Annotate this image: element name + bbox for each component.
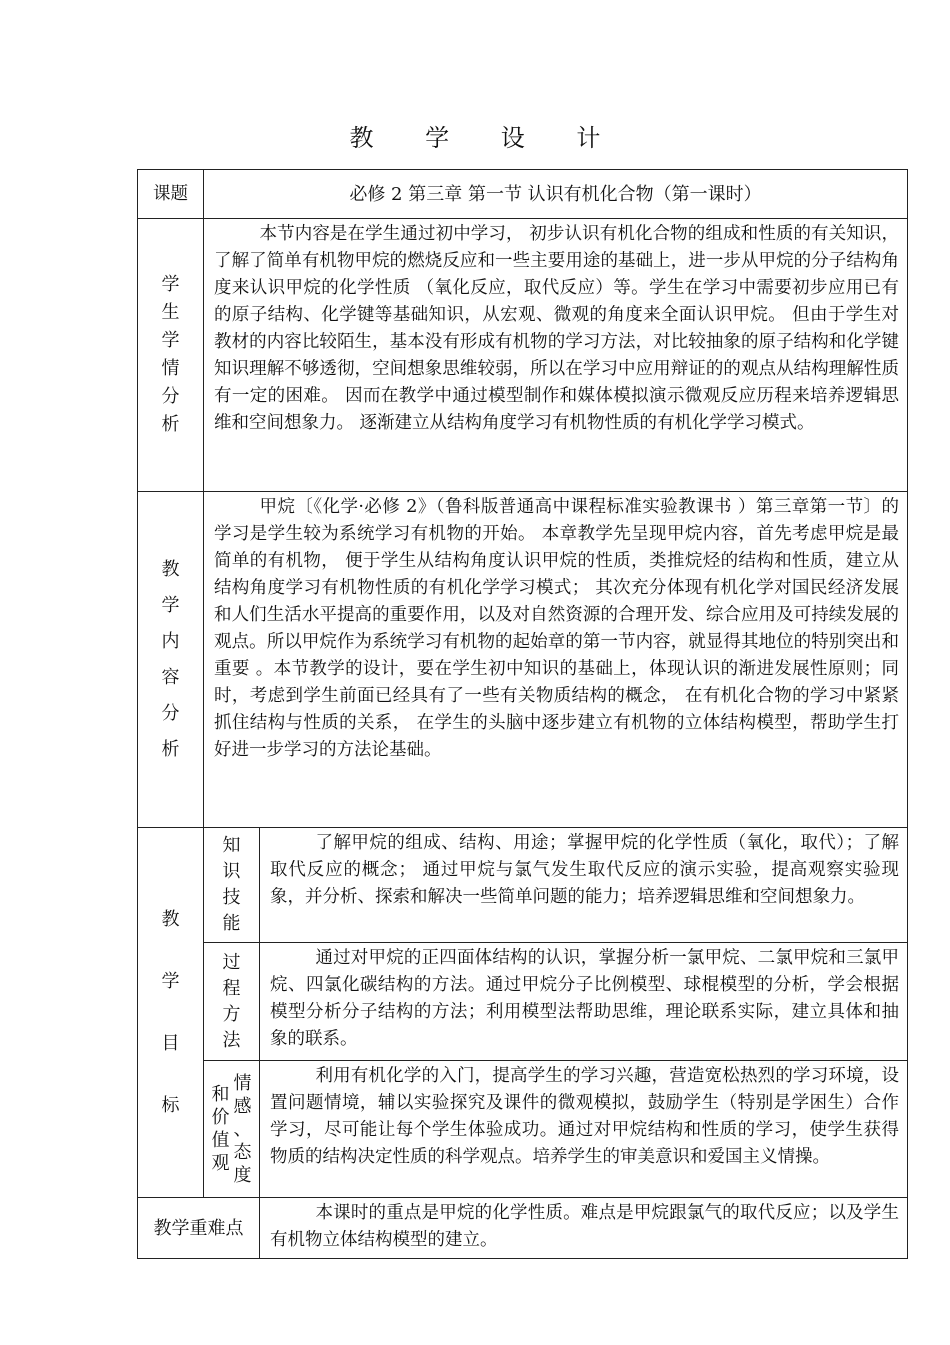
content-analysis-row: [138, 492, 908, 828]
knowledge-skill-label-char: 识: [222, 861, 241, 882]
process-method-label-char: 程: [222, 977, 241, 999]
student-analysis-row: [138, 219, 908, 492]
document-title: 教 学 设 计: [349, 124, 623, 152]
knowledge-skill-text: 了解甲烷的组成、结构、用途；掌握甲烷的化学性质（氧化，取代）；了解取代反应的概念； 通过甲烷与氯气发生取代反应的演示实验，提高观察实验现象，并分析、探索和解决一些简单问题的能力；培养逻辑思维和空间想象力。: [260, 828, 908, 943]
emotion-attitude-text: 利用有机化学的入门，提高学生的学习兴趣，营造宽松热烈的学习环境，设置问题情境，辅以实验探究及课件的微观模拟，鼓励学生（特别是学困生）合作学习，尽可能让每个学生体验成功。通过对甲烷结构和性质的学习，使学生获得物质的结构决定性质的科学观点。培养学生的审美意识和爱国主义情操。: [260, 1061, 908, 1198]
values-label-char: 观: [211, 1153, 230, 1174]
lesson-plan-table: [137, 169, 908, 1259]
objectives-label-char: 教: [161, 908, 180, 930]
content-analysis-label-char: 教: [161, 558, 180, 580]
knowledge-skill-label: [204, 828, 260, 943]
content-analysis-label-char: 学: [161, 594, 180, 616]
key-points-label: 教学重难点: [138, 1198, 260, 1259]
content-analysis-text: 甲烷〔《化学·必修 2》（鲁科版普通高中课程标准实验教课书 ）第三章第一节〕的学习是学生较为系统学习有机物的开始。 本章教学先呈现甲烷内容，首先考虑甲烷是最简单的有机物， 便于学生从结构角度认识甲烷的性质，类推烷烃的结构和性质，建立从结构角度学习有机物性质的有机化学学习模式； 其次充分体现有机化学对国民经济发展和人们生活水平提高的重要作用，以及对自然资源的合理开发、综合应用及可持续发展的观点。所以甲烷作为系统学习有机物的起始章的第一节内容，就显得其地位的特别突出和重要 。本节教学的设计，要在学生初中知识的基础上，体现认识的渐进发展性原则；同时，考虑到学生前面已经具有了一些有关物质结构的概念， 在有机化合物的学习中紧紧抓住结构与性质的关系， 在学生的头脑中逐步建立有机物的立体结构模型，帮助学生打好进一步学习的方法论基础。: [204, 492, 908, 828]
objectives-label-char: 标: [161, 1094, 180, 1116]
process-method-label-char: 方: [222, 1003, 241, 1025]
student-analysis-label-char: 分: [161, 386, 180, 407]
content-analysis-label-char: 内: [161, 630, 180, 652]
process-method-text: 通过对甲烷的正四面体结构的认识，掌握分析一氯甲烷、二氯甲烷和三氯甲烷、四氯化碳结构的方法。通过甲烷分子比例模型、球棍模型的分析，学会根据模型分析分子结构的方法；利用模型法帮助思维，理论联系实际，建立具体和抽象的联系。: [260, 943, 908, 1061]
objective-knowledge-row: [138, 828, 908, 943]
knowledge-skill-label-char: 能: [222, 913, 241, 934]
key-points-text: 本课时的重点是甲烷的化学性质。难点是甲烷跟氯气的取代反应；以及学生有机物立体结构模型的建立。: [260, 1198, 908, 1259]
emotion-attitude-label-char: 态: [233, 1141, 252, 1163]
student-analysis-label-char: 析: [161, 414, 180, 435]
values-label-char: 价: [211, 1107, 230, 1128]
objectives-label-char: 学: [161, 970, 180, 992]
objectives-label-char: 目: [161, 1032, 180, 1054]
values-label-char: 和: [211, 1084, 230, 1105]
student-analysis-text: 本节内容是在学生通过初中学习， 初步认识有机化合物的组成和性质的有关知识，了解了简单有机物甲烷的燃烧反应和一些主要用途的基础上，进一步从甲烷的分子结构角度来认识甲烷的化学性质 （氧化反应，取代反应）等。学生在学习中需要初步应用已有的原子结构、化学键等基础知识，从宏观、微观的角度来全面认识甲烷。 但由于学生对教材的内容比较陌生，基本没有形成有机物的学习方法，对比较抽象的原子结构和化学键知识理解不够透彻，空间想象思维较弱，所以在学习中应用辩证的的观点从结构理解性质有一定的困难。 因而在教学中通过模型制作和媒体模拟演示微观反应历程来培养逻辑思维和空间想象力。 逐渐建立从结构角度学习有机物性质的有机化学学习模式。: [204, 219, 908, 492]
course-label: 课题: [138, 170, 204, 219]
emotion-attitude-label: [204, 1061, 260, 1198]
course-row: [138, 170, 908, 219]
objectives-label: [138, 828, 204, 1198]
content-analysis-label-char: 分: [161, 702, 180, 724]
content-analysis-label: [138, 492, 204, 828]
emotion-attitude-label-char: 、: [233, 1118, 252, 1140]
emotion-attitude-label-char: 感: [233, 1095, 252, 1117]
student-analysis-label-char: 学: [161, 274, 180, 295]
content-analysis-label-char: 容: [161, 666, 180, 688]
emotion-attitude-label-char: 情: [233, 1072, 252, 1094]
course-value: 必修 2 第三章 第一节 认识有机化合物（第一课时）: [204, 170, 908, 219]
process-method-label-char: 过: [222, 951, 241, 973]
values-label-char: 值: [211, 1130, 230, 1151]
emotion-attitude-label-char: 度: [233, 1164, 252, 1186]
student-analysis-label-char: 生: [161, 302, 180, 323]
student-analysis-label: [138, 219, 204, 492]
process-method-label-char: 法: [222, 1029, 241, 1051]
process-method-label: [204, 943, 260, 1061]
knowledge-skill-label-char: 技: [222, 887, 241, 908]
knowledge-skill-label-char: 知: [222, 835, 241, 856]
student-analysis-label-char: 情: [161, 358, 180, 379]
objective-process-row: [138, 943, 908, 1061]
objective-emotion-row: [138, 1061, 908, 1198]
key-points-row: [138, 1198, 908, 1259]
student-analysis-label-char: 学: [161, 330, 180, 351]
content-analysis-label-char: 析: [161, 738, 180, 760]
